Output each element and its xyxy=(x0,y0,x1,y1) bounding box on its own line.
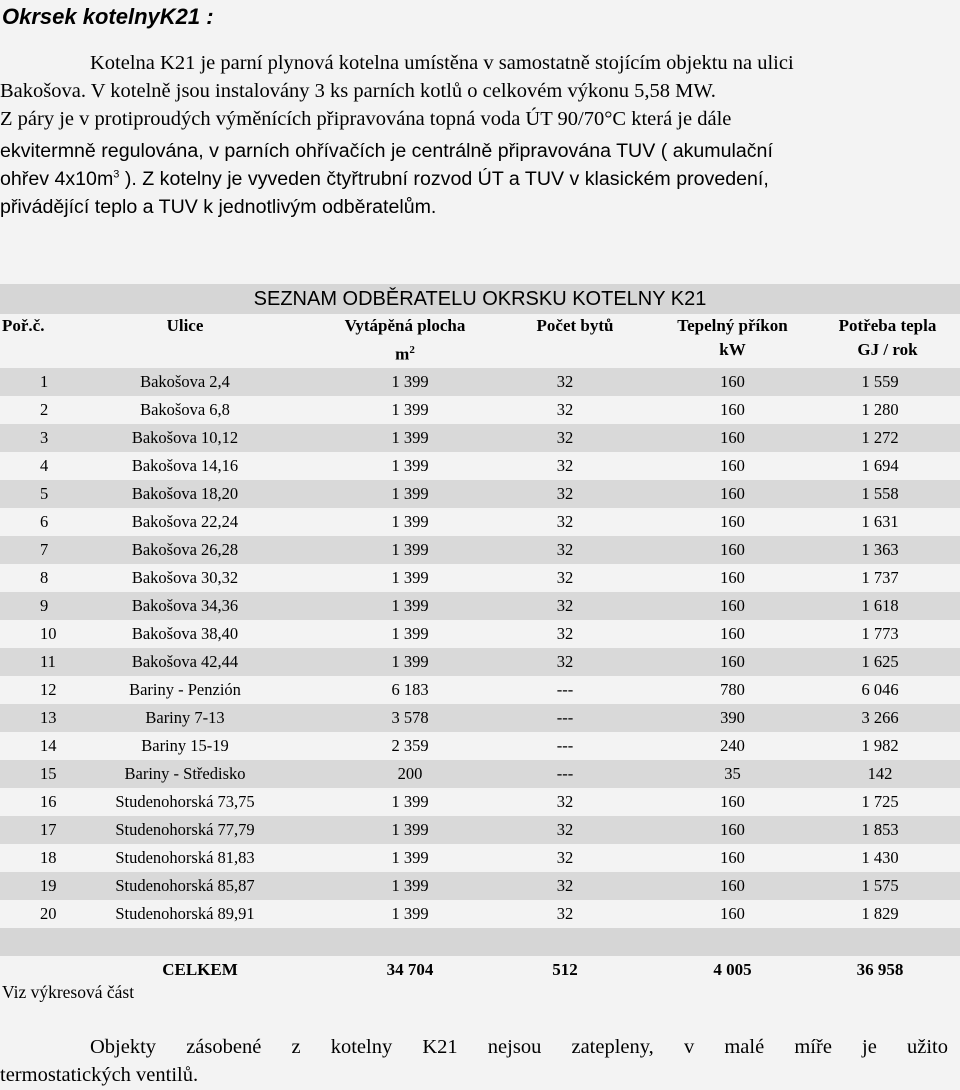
row-number: 1 xyxy=(40,372,49,391)
row-kw: 160 xyxy=(720,568,745,587)
section-heading: Okrsek kotelnyK21 : xyxy=(2,4,214,29)
row-kw: 160 xyxy=(720,372,745,391)
row-kw: 160 xyxy=(720,484,745,503)
row-street: Bakošova 10,12 xyxy=(131,428,239,447)
row-kw: 160 xyxy=(720,596,745,615)
row-kw: 160 xyxy=(720,820,745,839)
row-kw: 160 xyxy=(720,652,745,671)
table-row xyxy=(0,872,960,900)
row-number: 4 xyxy=(40,456,49,475)
header-street: Ulice xyxy=(166,316,204,335)
row-number: 15 xyxy=(40,764,57,783)
table-row xyxy=(0,676,960,704)
drawing-note: Viz výkresová část xyxy=(2,982,135,1002)
row-kw: 160 xyxy=(720,876,745,895)
table-row xyxy=(0,564,960,592)
row-gj: 1 625 xyxy=(861,652,899,671)
row-flats: 32 xyxy=(556,904,574,923)
row-kw: 160 xyxy=(720,848,745,867)
row-street: Studenohorská 81,83 xyxy=(115,848,255,867)
row-street: Bakošova 14,16 xyxy=(131,456,239,475)
table-row xyxy=(0,900,960,928)
row-number: 8 xyxy=(40,568,49,587)
table-row xyxy=(0,760,960,788)
row-street: Bariny 7-13 xyxy=(145,708,225,727)
row-flats: 32 xyxy=(556,484,574,503)
row-street: Bakošova 34,36 xyxy=(131,596,239,615)
row-kw: 35 xyxy=(724,764,741,783)
row-kw: 160 xyxy=(720,624,745,643)
header-heat-line2: kW xyxy=(719,340,746,359)
total-gj: 36 958 xyxy=(856,960,904,979)
row-gj: 1 280 xyxy=(861,400,899,419)
row-number: 18 xyxy=(40,848,57,867)
row-area: 1 399 xyxy=(391,904,429,923)
row-street: Bariny 15-19 xyxy=(141,736,229,755)
row-gj: 6 046 xyxy=(861,680,899,699)
row-street: Bakošova 22,24 xyxy=(131,512,239,531)
row-number: 20 xyxy=(40,904,57,923)
total-row xyxy=(0,956,960,984)
row-street: Bakošova 42,44 xyxy=(131,652,239,671)
row-area: 1 399 xyxy=(391,596,429,615)
table-title: SEZNAM ODBĚRATELU OKRSKU KOTELNY K21 xyxy=(253,288,707,310)
row-flats: 32 xyxy=(556,596,574,615)
row-gj: 1 559 xyxy=(861,372,899,391)
intro-line-3: Z páry je v protiproudých výměnících připravována topná voda ÚT 90/70°C která je dále xyxy=(0,108,732,130)
footer-line-2: termostatických ventilů. xyxy=(0,1064,199,1086)
row-kw: 160 xyxy=(720,428,745,447)
row-street: Studenohorská 89,91 xyxy=(115,904,255,923)
row-area: 1 399 xyxy=(391,456,429,475)
intro-line-2: Bakošova. V kotelně jsou instalovány 3 ks parních kotlů o celkovém výkonu 5,58 MW. xyxy=(0,80,716,102)
row-kw: 780 xyxy=(720,680,745,699)
total-flats: 512 xyxy=(552,960,578,979)
table-row xyxy=(0,788,960,816)
row-flats: 32 xyxy=(556,848,574,867)
row-area: 2 359 xyxy=(391,736,429,755)
table-row xyxy=(0,816,960,844)
row-area: 1 399 xyxy=(391,428,429,447)
intro-line-4: ekvitermně regulována, v parních ohřívačích je centrálně připravována TUV ( akumulační xyxy=(0,140,773,162)
row-flats: 32 xyxy=(556,400,574,419)
row-flats: --- xyxy=(556,680,574,699)
row-number: 10 xyxy=(40,624,57,643)
row-street: Studenohorská 73,75 xyxy=(115,792,255,811)
row-gj: 1 773 xyxy=(861,624,899,643)
row-gj: 1 430 xyxy=(861,848,899,867)
header-need-line1: Potřeba tepla xyxy=(838,316,937,335)
header-heat-line1: Tepelný příkon xyxy=(677,316,788,335)
row-flats: --- xyxy=(556,736,574,755)
table-row xyxy=(0,452,960,480)
row-gj: 1 558 xyxy=(861,484,899,503)
row-flats: 32 xyxy=(556,540,574,559)
row-kw: 160 xyxy=(720,456,745,475)
row-flats: 32 xyxy=(556,456,574,475)
row-number: 16 xyxy=(40,792,57,811)
row-kw: 240 xyxy=(720,736,745,755)
row-area: 1 399 xyxy=(391,512,429,531)
row-gj: 1 853 xyxy=(861,820,899,839)
table-row xyxy=(0,368,960,396)
header-no: Poř.č. xyxy=(2,316,45,335)
row-area: 1 399 xyxy=(391,820,429,839)
row-flats: 32 xyxy=(556,568,574,587)
row-area: 1 399 xyxy=(391,484,429,503)
intro-line-6: přivádějící teplo a TUV k jednotlivým odběratelům. xyxy=(0,196,437,218)
row-number: 14 xyxy=(40,736,57,755)
row-area: 6 183 xyxy=(391,680,429,699)
row-number: 7 xyxy=(40,540,49,559)
spacer-row xyxy=(0,928,960,956)
table-row xyxy=(0,508,960,536)
row-number: 2 xyxy=(40,400,49,419)
row-street: Studenohorská 85,87 xyxy=(115,876,255,895)
row-kw: 160 xyxy=(720,512,745,531)
row-number: 17 xyxy=(40,820,57,839)
row-gj: 1 618 xyxy=(861,596,899,615)
table-row xyxy=(0,592,960,620)
intro-line-5a: ohřev 4x10m xyxy=(0,168,114,190)
row-street: Bakošova 18,20 xyxy=(131,484,239,503)
row-street: Studenohorská 77,79 xyxy=(115,820,255,839)
row-street: Bakošova 2,4 xyxy=(140,372,230,391)
header-need-line2: GJ / rok xyxy=(857,340,918,359)
row-number: 3 xyxy=(40,428,49,447)
row-number: 13 xyxy=(40,708,57,727)
row-area: 1 399 xyxy=(391,792,429,811)
row-street: Bariny - Penzión xyxy=(129,680,241,699)
header-heat xyxy=(650,314,815,368)
row-area: 1 399 xyxy=(391,568,429,587)
row-flats: 32 xyxy=(556,876,574,895)
total-kw: 4 005 xyxy=(713,960,752,979)
row-flats: 32 xyxy=(556,652,574,671)
row-area: 1 399 xyxy=(391,848,429,867)
header-flats: Počet bytů xyxy=(536,316,614,335)
table-row xyxy=(0,648,960,676)
row-kw: 160 xyxy=(720,400,745,419)
header-area-line2: m xyxy=(395,344,410,364)
row-gj: 1 725 xyxy=(861,792,899,811)
row-gj: 1 575 xyxy=(861,876,899,895)
row-area: 1 399 xyxy=(391,540,429,559)
row-gj: 142 xyxy=(867,764,893,783)
row-area: 3 578 xyxy=(391,708,429,727)
row-area: 1 399 xyxy=(391,652,429,671)
row-gj: 3 266 xyxy=(861,708,899,727)
header-area-line1: Vytápěná plocha xyxy=(344,316,466,335)
footer-line-1: Objekty zásobené z kotelny K21 nejsou zatepleny, v malé míře je užito xyxy=(90,1036,948,1058)
row-number: 19 xyxy=(40,876,57,895)
intro-superscript: 3 xyxy=(113,168,120,181)
row-kw: 160 xyxy=(720,792,745,811)
row-number: 9 xyxy=(40,596,49,615)
row-flats: --- xyxy=(556,708,574,727)
row-flats: 32 xyxy=(556,372,574,391)
table-row xyxy=(0,480,960,508)
header-area-sup: 2 xyxy=(409,344,415,356)
row-street: Bakošova 30,32 xyxy=(131,568,239,587)
row-area: 1 399 xyxy=(391,876,429,895)
table-row xyxy=(0,396,960,424)
row-gj: 1 631 xyxy=(861,512,899,531)
row-area: 200 xyxy=(397,764,423,783)
row-number: 6 xyxy=(40,512,49,531)
row-area: 1 399 xyxy=(391,624,429,643)
row-flats: --- xyxy=(556,764,574,783)
total-area: 34 704 xyxy=(386,960,434,979)
table-row xyxy=(0,424,960,452)
row-kw: 160 xyxy=(720,540,745,559)
header-need xyxy=(815,314,960,368)
row-kw: 390 xyxy=(720,708,745,727)
row-number: 11 xyxy=(40,652,56,671)
table-row xyxy=(0,536,960,564)
intro-line-5 xyxy=(0,168,948,191)
row-street: Bakošova 38,40 xyxy=(131,624,239,643)
table-row xyxy=(0,620,960,648)
row-area: 1 399 xyxy=(391,400,429,419)
row-gj: 1 829 xyxy=(861,904,899,923)
row-flats: 32 xyxy=(556,792,574,811)
row-area: 1 399 xyxy=(391,372,429,391)
table-row xyxy=(0,844,960,872)
row-flats: 32 xyxy=(556,512,574,531)
row-number: 5 xyxy=(40,484,49,503)
row-gj: 1 272 xyxy=(861,428,899,447)
row-flats: 32 xyxy=(556,624,574,643)
table-row xyxy=(0,732,960,760)
row-gj: 1 694 xyxy=(861,456,899,475)
intro-line-5b: ). Z kotelny je vyveden čtyřtrubní rozvod ÚT a TUV v klasickém provedení, xyxy=(119,168,769,190)
row-gj: 1 737 xyxy=(861,568,899,587)
row-kw: 160 xyxy=(720,904,745,923)
table-row xyxy=(0,704,960,732)
intro-line-1: Kotelna K21 je parní plynová kotelna umístěna v samostatně stojícím objektu na ulici xyxy=(90,52,794,74)
row-flats: 32 xyxy=(556,428,574,447)
header-area xyxy=(300,314,510,368)
row-gj: 1 363 xyxy=(861,540,899,559)
row-flats: 32 xyxy=(556,820,574,839)
total-label: CELKEM xyxy=(162,960,238,979)
row-gj: 1 982 xyxy=(861,736,899,755)
row-street: Bariny - Středisko xyxy=(124,764,246,783)
row-street: Bakošova 26,28 xyxy=(131,540,239,559)
row-number: 12 xyxy=(40,680,57,699)
row-street: Bakošova 6,8 xyxy=(140,400,230,419)
